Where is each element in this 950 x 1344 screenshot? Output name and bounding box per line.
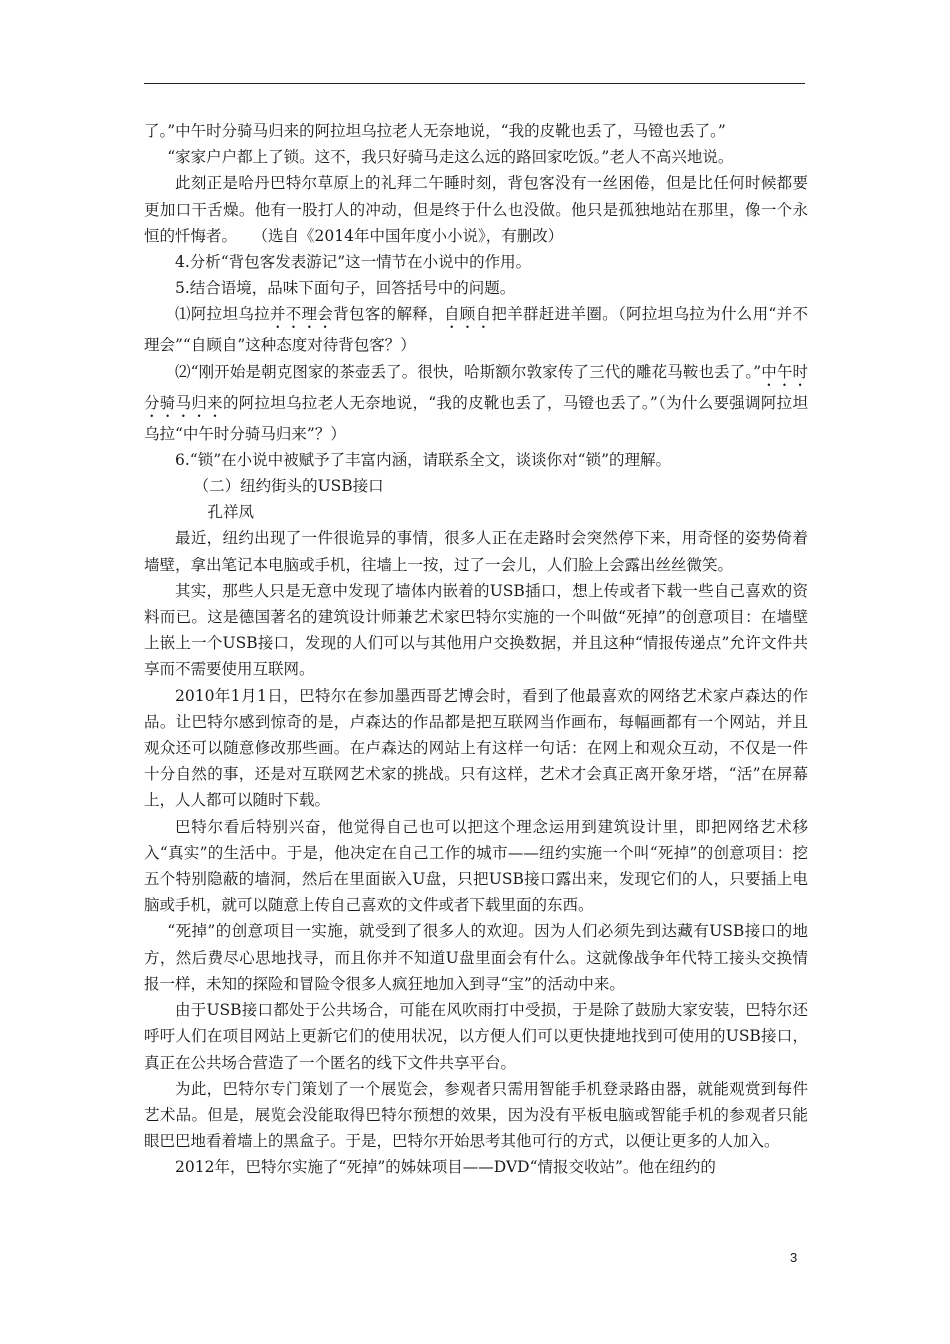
question-6: 6.“锁”在小说中被赋予了丰富内涵，请联系全文，谈谈你对“锁”的理解。 (175, 450, 671, 469)
article-paragraph: 由于USB接口都处于公共场合，可能在风吹雨打中受损，于是除了鼓励大家安装，巴特尔还呼吁人们在项目网站上更新它们的使用状况，以方便人们可以更快捷地找到可使用的USB接口，真正在公共场合营造了一个匿名的线下文件共享平台。 (144, 1001, 808, 1072)
page-number: 3 (790, 1250, 798, 1265)
question-5-item-1: ⑴阿拉坦乌拉并不理会背包客的解释，自顾自把羊群赶进羊圈。（阿拉坦乌拉为什么用“并不理会”“自顾自”这种态度对待背包客？） (144, 305, 808, 355)
question-5: 5.结合语境，品味下面句子，回答括号中的问题。 (175, 279, 516, 298)
paragraph: 了。”中午时分骑马归来的阿拉坦乌拉老人无奈地说，“我的皮靴也丢了，马镫也丢了。” (144, 122, 726, 140)
article-paragraph: 为此，巴特尔专门策划了一个展览会，参观者只需用智能手机登录路由器，就能观赏到每件艺术品。但是，展览会没能取得巴特尔预想的效果，因为没有平板电脑或智能手机的参观者只能眼巴巴地看着墙上的黑盒子。于是，巴特尔开始思考其他可行的方式，以便让更多的人加入。 (144, 1079, 808, 1151)
paragraph: “家家户户都上了锁。这不，我只好骑马走这么远的路回家吃饭。”老人不高兴地说。 (167, 148, 734, 167)
page-body (144, 118, 808, 1181)
paragraph: 此刻正是哈丹巴特尔草原上的礼拜二午睡时刻，背包客没有一丝困倦，但是比任何时候都要更加口干舌燥。他有一股打人的冲动，但是终于什么也没做。他只是孤独地站在那里，像一个永恒的忏悔者。 （选自《2014年中国年度小小说》，有删改） (144, 174, 808, 245)
question-4: 4.分析“背包客发表游记”这一情节在小说中的作用。 (175, 253, 532, 272)
article-paragraph: 2010年1月1日，巴特尔在参加墨西哥艺博会时，看到了他最喜欢的网络艺术家卢森达的作品。让巴特尔感到惊奇的是，卢森达的作品都是把互联网当作画布，每幅画都有一个网站，并且观众还可以随意修改那些画。在卢森达的网站上有这样一句话：在网上和观众互动，不仅是一件十分自然的事，还是对互联网艺术家的挑战。只有这样，艺术才会真正离开象牙塔，“活”在屏幕上，人人都可以随时下载。 (144, 686, 808, 810)
section-title: （二）纽约街头的USB接口 (193, 477, 384, 496)
emphasis-text: 中午时分骑马归来 (144, 362, 808, 412)
author: 孔祥凤 (207, 503, 255, 522)
article-paragraph: 巴特尔看后特别兴奋，他觉得自己也可以把这个理念运用到建筑设计里，即把网络艺术移入“真实”的生活中。于是，他决定在自己工作的城市——纽约实施一个叫“死掉”的创意项目：挖五个特别隐蔽的墙洞，然后在里面嵌入U盘，只把USB接口露出来，发现它们的人，只要插上电脑或手机，就可以随意上传自己喜欢的文件或者下载里面的东西。 (144, 817, 808, 915)
article-paragraph: “死掉”的创意项目一实施，就受到了很多人的欢迎。因为人们必须先到达藏有USB接口的地方，然后费尽心思地找寻，而且你并不知道U盘里面会有什么。这就像战争年代特工接头交换情报一样，未知的探险和冒险令很多人疯狂地加入到寻“宝”的活动中来。 (144, 922, 808, 993)
article-paragraph: 2012年，巴特尔实施了“死掉”的姊妹项目——DVD“情报交收站”。他在纽约的 (175, 1158, 716, 1177)
question-5-item-2: ⑵“刚开始是朝克图家的茶壶丢了。很快，哈斯额尔敦家传了三代的雕花马鞍也丢了。”中午时分骑马归来的阿拉坦乌拉老人无奈地说，“我的皮靴也丢了，马镫也丢了。”（为什么要强调阿拉坦乌拉“中午时分骑马归来”？） (144, 362, 808, 443)
article-paragraph: 最近，纽约出现了一件很诡异的事情，很多人正在走路时会突然停下来，用奇怪的姿势倚着墙壁，拿出笔记本电脑或手机，往墙上一按，过了一会儿，人们脸上会露出丝丝微笑。 (144, 529, 808, 574)
article-paragraph: 其实，那些人只是无意中发现了墙体内嵌着的USB插口，想上传或者下载一些自己喜欢的资料而已。这是德国著名的建筑设计师兼艺术家巴特尔实施的一个叫做“死掉”的创意项目：在墙壁上嵌上一个USB接口，发现的人们可以与其他用户交换数据，并且这种“情报传递点”允许文件共享而不需要使用互联网。 (144, 581, 808, 679)
emphasis-text: 并不理会 (269, 305, 334, 324)
emphasis-text: 自顾自 (443, 305, 492, 324)
header-rule (144, 83, 805, 84)
